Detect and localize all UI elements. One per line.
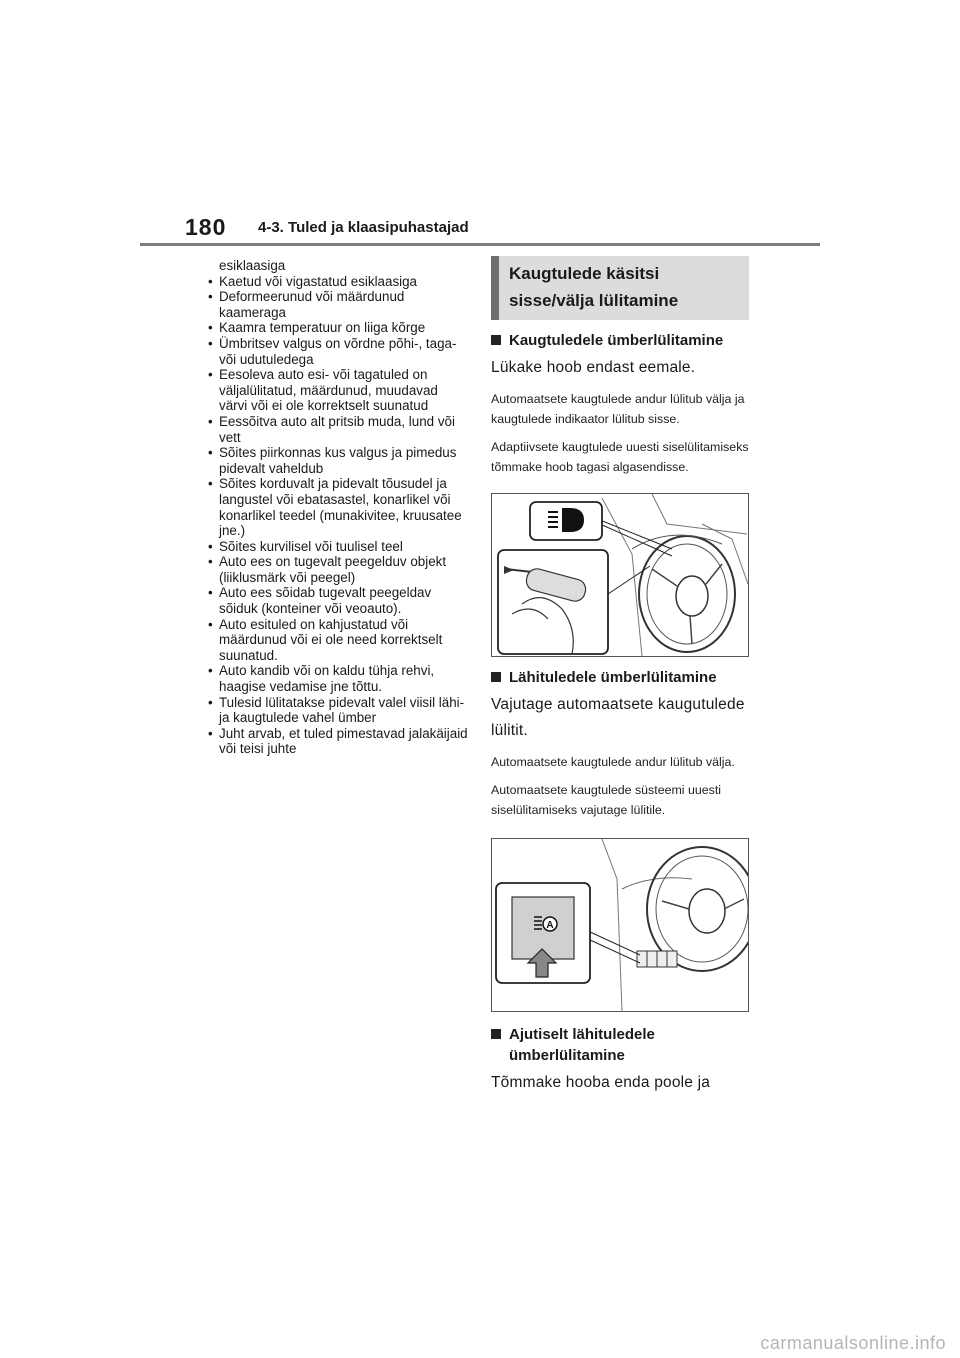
svg-text:A: A	[546, 920, 554, 931]
list-item: • Eesoleva auto esi- või tagatuled on väljalülitatud, määrdunud, muudavad värvi või ei ole korrektselt suunatud	[207, 367, 469, 414]
note-text: Automaatsete kaugtulede andur lülitub välja.	[491, 755, 735, 769]
list-item: • Auto ees on tugevalt peegelduv objekt (liiklusmärk või peegel)	[207, 554, 469, 585]
continuation-text: esiklaasiga	[219, 258, 286, 273]
figure-auto-switch	[491, 838, 749, 1012]
list-item: • Juht arvab, et tuled pimestavad jalakäijaid või teisi juhte	[207, 726, 469, 757]
section-heading	[491, 256, 749, 320]
list-item: • Eessõitva auto alt pritsib muda, lund või vett	[207, 414, 469, 445]
instruction-text: Tõmmake hooba enda poole ja	[491, 1074, 711, 1091]
list-item: • Auto kandib või on kaldu tühja rehvi, haagise vedamise jne tõttu.	[207, 663, 469, 694]
list-item: • Kaamra temperatuur on liiga kõrge	[207, 320, 469, 336]
list-item: • Tulesid lülitatakse pidevalt valel viisil lähi- ja kaugtulede vahel ümber	[207, 695, 469, 726]
watermark: carmanualsonline.info	[760, 1333, 946, 1353]
list-item: • Auto esituled on kahjustatud või määrdunud või ei ole need korrektselt suunatud.	[207, 617, 469, 664]
subheading-text: Kaugtuledele ümberlülitamine	[509, 332, 724, 349]
list-item: • Auto ees sõidab tugevalt peegeldav sõiduk (konteiner või veoauto).	[207, 585, 469, 616]
right-column	[491, 256, 749, 1096]
switch-illustration	[492, 839, 748, 1011]
subheading-text: Ajutiselt lähituledele ümberlülitamine	[509, 1026, 655, 1064]
square-bullet-icon	[491, 672, 501, 682]
subheading-high-beam	[491, 330, 749, 351]
subheading-low-beam	[491, 667, 749, 688]
left-column	[207, 258, 469, 757]
instruction-text: Lükake hoob endast eemale.	[491, 359, 696, 376]
list-item: • Sõites kurvilisel või tuulisel teel	[207, 539, 469, 555]
square-bullet-icon	[491, 335, 501, 345]
list-item: • Ümbritsev valgus on võrdne põhi-, taga- või udutuledega	[207, 336, 469, 367]
note-text: Automaatsete kaugtulede andur lülitub välja ja kaugtulede indikaator lülitub sisse.	[491, 392, 745, 426]
heading-line-2: sisse/välja lülitamine	[509, 291, 679, 310]
note-text: Adaptiivsete kaugtulede uuesti siselülitamiseks tõmmake hoob tagasi algasendisse.	[491, 440, 749, 474]
list-item: • Sõites piirkonnas kus valgus ja pimedus pidevalt vaheldub	[207, 445, 469, 476]
condition-list	[207, 274, 469, 757]
header-rule	[140, 243, 820, 246]
subheading-temporary-low-beam	[491, 1024, 749, 1066]
instruction-text: Vajutage automaatsete kaugutulede lülitit.	[491, 696, 745, 739]
figure-lever-push	[491, 493, 749, 657]
heading-line-1: Kaugtulede käsitsi	[509, 264, 660, 283]
list-item: • Kaetud või vigastatud esiklaasiga	[207, 274, 469, 290]
square-bullet-icon	[491, 1029, 501, 1039]
note-text: Automaatsete kaugtulede süsteemi uuesti siselülitamiseks vajutage lülitile.	[491, 783, 722, 817]
section-title: 4-3. Tuled ja klaasipuhastajad	[258, 219, 469, 236]
lever-illustration	[492, 494, 748, 656]
subheading-text: Lähituledele ümberlülitamine	[509, 669, 717, 686]
page-number: 180	[185, 214, 227, 240]
list-item: • Deformeerunud või määrdunud kaameraga	[207, 289, 469, 320]
list-item: • Sõites korduvalt ja pidevalt tõusudel ja langustel või ebatasastel, konarlikel või konarlikel teedel (munakivitee, kruusatee jne.)	[207, 476, 469, 538]
